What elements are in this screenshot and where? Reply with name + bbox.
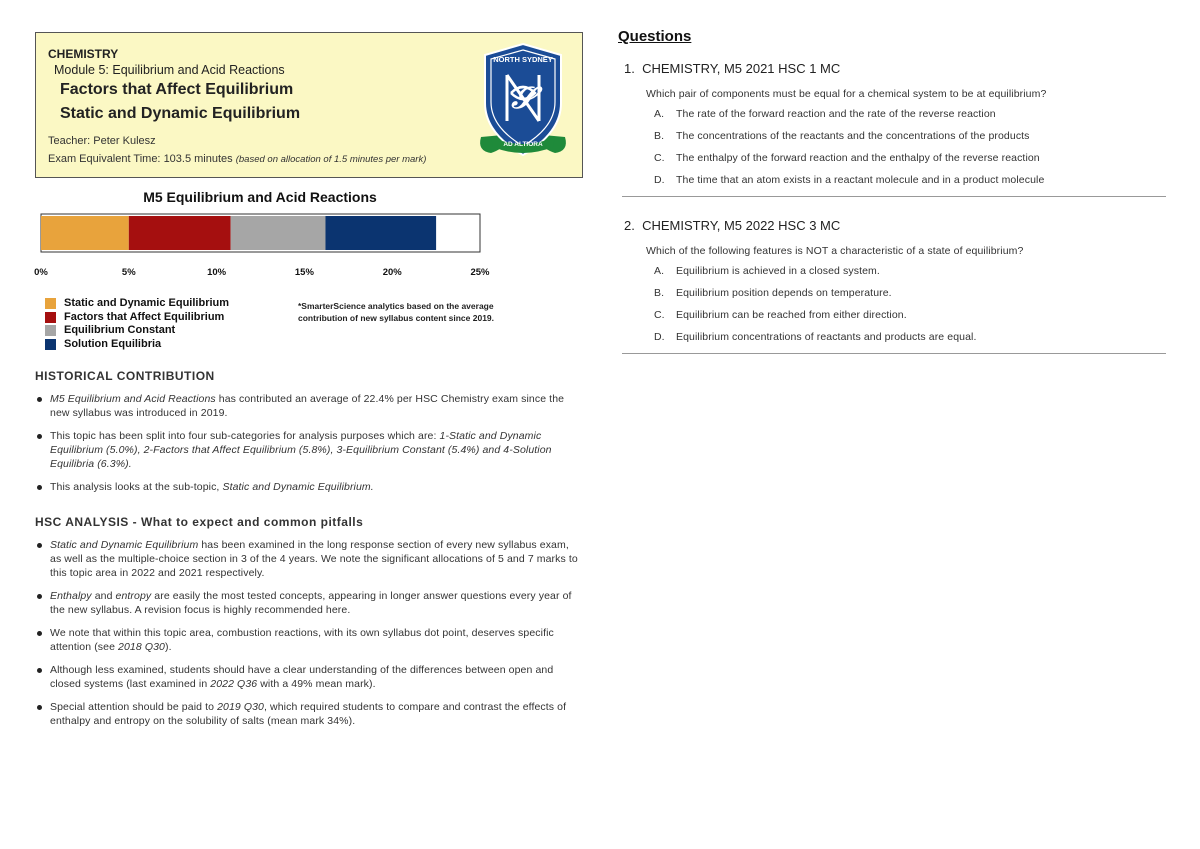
list-item: This analysis looks at the sub-topic, Static and Dynamic Equilibrium. [50, 480, 580, 494]
legend-label: Static and Dynamic Equilibrium [64, 297, 230, 309]
analysis-list [50, 538, 580, 737]
bar-segment-3 [231, 216, 326, 250]
exam-time-note: (based on allocation of 1.5 minutes per mark) [235, 154, 427, 165]
legend-label: Factors that Affect Equilibrium [64, 310, 225, 323]
exam-time-label: Exam Equivalent Time: [48, 153, 161, 165]
school-crest-icon [473, 41, 573, 161]
exam-time-value: 103.5 minutes [163, 153, 233, 165]
x-tick-label: 0% [34, 267, 48, 278]
crest-text-bottom: AD ALTIORA [503, 141, 543, 148]
option-a: A. Equilibrium is achieved in a closed system. [654, 265, 880, 277]
x-tick-label: 10% [207, 267, 227, 278]
option-a: A. The rate of the forward reaction and the rate of the reverse reaction [654, 108, 996, 120]
list-item: Although less examined, students should have a clear understanding of the differences between open and closed systems (last examined in 2022 Q36 with a 49% mean mark). [50, 663, 580, 691]
crest-text-top: NORTH SYDNEY [493, 55, 553, 64]
option-d: D. The time that an atom exists in a reactant molecule and in a product molecule [654, 174, 1045, 186]
list-item: Enthalpy and entropy are easily the most tested concepts, appearing in longer answer questions every year of the new syllabus. A revision focus is highly recommended here. [50, 589, 580, 617]
list-item: We note that within this topic area, combustion reactions, with its own syllabus dot point, deserves specific attention (see 2018 Q30). [50, 626, 580, 654]
option-b: B. The concentrations of the reactants and the concentrations of the products [654, 130, 1030, 142]
historical-list [50, 392, 580, 503]
divider [622, 353, 1166, 354]
legend-item [45, 338, 229, 352]
exam-time-line [48, 153, 426, 165]
list-item: Static and Dynamic Equilibrium has been examined in the long response section of every new syllabus exam, as well as the multiple-choice section in 3 of the 4 years. We note the significant allocations of 5 and 7 marks to this topic area in 2022 and 2021 respectively. [50, 538, 580, 580]
teacher-name: Peter Kulesz [93, 135, 156, 147]
legend-swatch [45, 339, 56, 350]
question-stem: Which pair of components must be equal for a chemical system to be at equilibrium? [646, 88, 1047, 100]
chart-legend [45, 297, 229, 351]
legend-item [45, 297, 229, 311]
teacher-line [48, 135, 156, 147]
option-c: C. Equilibrium can be reached from either direction. [654, 309, 907, 321]
x-tick-label: 20% [382, 267, 402, 278]
subject-label: CHEMISTRY [48, 47, 119, 61]
bar-segment-2 [129, 216, 231, 250]
x-tick-label: 15% [294, 267, 314, 278]
list-item: This topic has been split into four sub-categories for analysis purposes which are: 1-Static and Dynamic Equilibrium (5.0%), 2-Factors that Affect Equilibrium (5.8%), 3-Equilibrium Constant (5.4%) and 4-Solution Equilibria (6.3%). [50, 429, 580, 471]
legend-item [45, 311, 229, 325]
divider [622, 196, 1166, 197]
bar-segment-1 [41, 216, 129, 250]
module-label: Module 5: Equilibrium and Acid Reactions [54, 63, 285, 77]
chart-title: M5 Equilibrium and Acid Reactions [143, 189, 377, 205]
page-title: Factors that Affect Equilibrium [60, 81, 294, 98]
header-box [35, 32, 583, 178]
teacher-label: Teacher: [48, 135, 91, 147]
option-c: C. The enthalpy of the forward reaction and the enthalpy of the reverse reaction [654, 152, 1040, 164]
analysis-heading: HSC ANALYSIS - What to expect and common pitfalls [35, 515, 364, 529]
stacked-bar-chart [30, 208, 500, 294]
legend-swatch [45, 298, 56, 309]
legend-swatch [45, 325, 56, 336]
list-item: M5 Equilibrium and Acid Reactions has contributed an average of 22.4% per HSC Chemistry exam since the new syllabus was introduced in 2019. [50, 392, 580, 420]
svg-text:𝒮: 𝒮 [511, 82, 535, 115]
question-1 [622, 61, 1166, 197]
legend-label: Solution Equilibria [64, 337, 162, 350]
x-tick-label: 25% [470, 267, 490, 278]
question-title: 1. CHEMISTRY, M5 2021 HSC 1 MC [624, 61, 841, 76]
legend-swatch [45, 312, 56, 323]
list-item: Special attention should be paid to 2019 Q30, which required students to compare and contrast the effects of enthalpy and entropy on the solubility of salts (mean mark 34%). [50, 700, 580, 728]
question-stem: Which of the following features is NOT a characteristic of a state of equilibrium? [646, 245, 1024, 257]
question-title: 2. CHEMISTRY, M5 2022 HSC 3 MC [624, 218, 841, 233]
historical-heading: HISTORICAL CONTRIBUTION [35, 369, 215, 383]
chart-footnote: *SmarterScience analytics based on the average contribution of new syllabus content since 2019. [298, 301, 495, 323]
legend-item [45, 324, 229, 338]
page-subtitle: Static and Dynamic Equilibrium [60, 105, 301, 122]
questions-heading: Questions [618, 28, 692, 45]
x-tick-label: 5% [121, 267, 136, 278]
option-d: D. Equilibrium concentrations of reactants and products are equal. [654, 331, 977, 343]
legend-label: Equilibrium Constant [64, 324, 176, 336]
option-b: B. Equilibrium position depends on temperature. [654, 287, 892, 299]
bar-segment-4 [325, 216, 436, 250]
question-2 [622, 218, 1166, 354]
